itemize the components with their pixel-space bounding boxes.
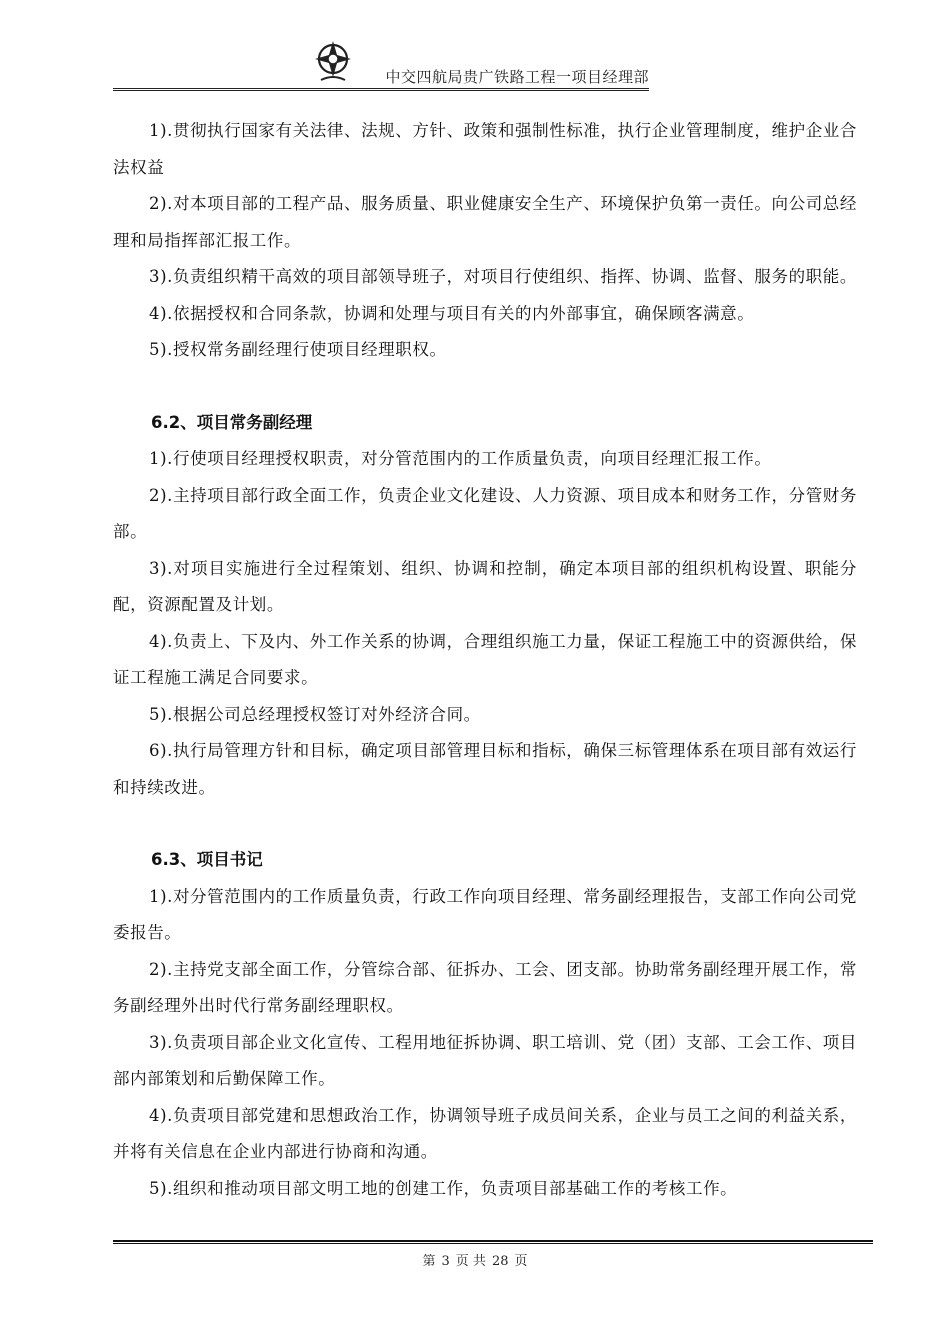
page-header	[113, 36, 649, 92]
paragraph: 3).负责组织精干高效的项目部领导班子，对项目行使组织、指挥、协调、监督、服务的职能。	[149, 267, 857, 286]
paragraph: 2).对本项目部的工程产品、服务质量、职业健康安全生产、环境保护负第一责任。向公司总经理和局指挥部汇报工作。	[113, 194, 857, 250]
paragraph: 3).对项目实施进行全过程策划、组织、协调和控制，确定本项目部的组织机构设置、职能分配，资源配置及计划。	[113, 558, 857, 614]
paragraph: 1).贯彻执行国家有关法律、法规、方针、政策和强制性标准，执行企业管理制度，维护企业合法权益	[113, 121, 857, 177]
paragraph: 1).对分管范围内的工作质量负责，行政工作向项目经理、常务副经理报告，支部工作向公司党委报告。	[113, 886, 857, 942]
footer-suffix: 页	[514, 1254, 528, 1269]
footer-mid: 页 共	[455, 1254, 486, 1269]
document-body	[113, 113, 857, 1207]
paragraph: 6).执行局管理方针和目标，确定项目部管理目标和指标，确保三标管理体系在项目部有效运行和持续改进。	[113, 741, 857, 797]
paragraph: 5).组织和推动项目部文明工地的创建工作，负责项目部基础工作的考核工作。	[149, 1178, 738, 1198]
section-heading: 6.3、项目书记	[151, 850, 263, 869]
page-footer	[0, 1250, 950, 1269]
section-heading: 6.2、项目常务副经理	[151, 412, 313, 432]
header-title: 中交四航局贵广铁路工程一项目经理部	[385, 68, 649, 86]
paragraph: 2).主持党支部全面工作，分管综合部、征拆办、工会、团支部。协助常务副经理开展工作，常务副经理外出时代行常务副经理职权。	[113, 959, 857, 1015]
page-number: 3	[441, 1254, 450, 1269]
header-rule	[113, 88, 649, 91]
company-logo-icon	[313, 38, 353, 84]
page-total: 28	[491, 1254, 509, 1269]
paragraph: 4).负责上、下及内、外工作关系的协调，合理组织施工力量，保证工程施工中的资源供给，保证工程施工满足合同要求。	[113, 631, 857, 687]
paragraph: 2).主持项目部行政全面工作，负责企业文化建设、人力资源、项目成本和财务工作，分管财务部。	[113, 485, 857, 541]
paragraph: 5).授权常务副经理行使项目经理职权。	[149, 340, 447, 359]
paragraph: 4).负责项目部党建和思想政治工作，协调领导班子成员间关系，企业与员工之间的利益关系，并将有关信息在企业内部进行协商和沟通。	[113, 1105, 857, 1161]
section-gap	[113, 806, 857, 842]
paragraph: 4).依据授权和合同条款，协调和处理与项目有关的内外部事宜，确保顾客满意。	[149, 303, 755, 323]
footer-rule	[113, 1240, 873, 1244]
paragraph: 5).根据公司总经理授权签订对外经济合同。	[149, 704, 481, 724]
section-gap	[113, 369, 857, 405]
footer-prefix: 第	[422, 1254, 436, 1269]
paragraph: 1).行使项目经理授权职责，对分管范围内的工作质量负责，向项目经理汇报工作。	[149, 449, 772, 468]
paragraph: 3).负责项目部企业文化宣传、工程用地征拆协调、职工培训、党（团）支部、工会工作、项目部内部策划和后勤保障工作。	[113, 1032, 857, 1088]
